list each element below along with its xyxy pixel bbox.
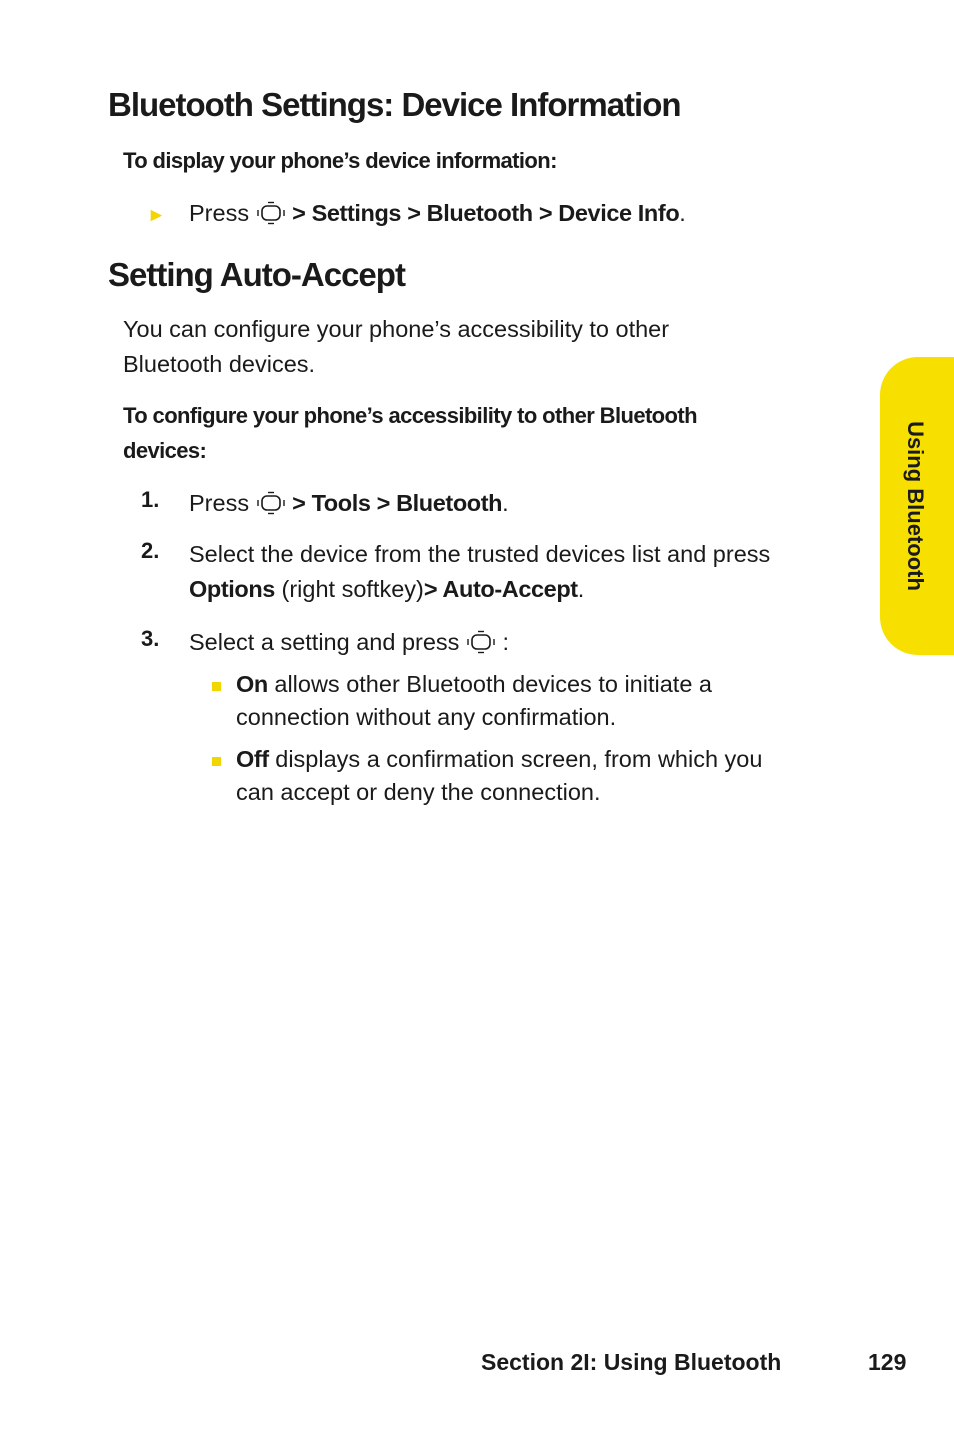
- step-number: 1.: [141, 487, 160, 512]
- lead-line: devices:: [123, 438, 207, 463]
- step-1: [189, 486, 509, 521]
- press-text: Press: [189, 490, 250, 516]
- bullet-text: allows other Bluetooth devices to initiate a: [267, 671, 712, 697]
- period: .: [502, 490, 509, 516]
- step-line: [189, 572, 770, 607]
- period: .: [679, 200, 686, 226]
- yellow-square-bullet-icon: [212, 682, 221, 691]
- step-device-info: [189, 196, 686, 231]
- bullet-on: [236, 668, 712, 734]
- bullet-line: connection without any confirmation.: [236, 704, 617, 730]
- softkey-note: (right softkey): [274, 576, 424, 602]
- footer-section-label: Section 2I: Using Bluetooth: [481, 1349, 782, 1375]
- menu-path: > Settings > Bluetooth > Device Info: [292, 200, 680, 226]
- options-softkey: Options: [189, 576, 275, 602]
- press-text: Press: [189, 200, 250, 226]
- step-3: [189, 625, 509, 660]
- step-2: [189, 537, 770, 607]
- intro-line: Bluetooth devices.: [123, 351, 316, 377]
- menu-ok-key-icon: [256, 201, 286, 225]
- menu-path: > Auto-Accept: [423, 576, 578, 602]
- intro-line: You can configure your phone’s accessibility to other: [123, 316, 670, 342]
- step-number: 2.: [141, 538, 160, 563]
- bullet-off: [236, 743, 762, 809]
- step-text: Select a setting and press: [189, 629, 460, 655]
- step-marker: [147, 196, 166, 233]
- lead-line: To configure your phone’s accessibility to other Bluetooth: [123, 403, 697, 428]
- menu-path: > Tools > Bluetooth: [292, 490, 503, 516]
- bullet-text: displays a confirmation screen, from which you: [268, 746, 763, 772]
- right-triangle-icon: ►: [147, 205, 166, 226]
- bullet-line: [236, 668, 712, 701]
- intro-paragraph: [123, 312, 669, 382]
- option-off: Off: [236, 746, 269, 772]
- instruction-lead-device-info: To display your phone’s device information:: [123, 148, 557, 173]
- menu-ok-key-icon: [466, 630, 496, 654]
- page-number: 129: [868, 1349, 907, 1375]
- colon: :: [502, 629, 510, 655]
- step-number: 3.: [141, 626, 160, 651]
- option-on: On: [236, 671, 268, 697]
- menu-ok-key-icon: [256, 491, 286, 515]
- bullet-line: [236, 743, 762, 776]
- step-line: Select the device from the trusted devices list and press: [189, 541, 771, 567]
- yellow-square-bullet-icon: [212, 757, 221, 766]
- side-tab-label: Using Bluetooth: [903, 421, 928, 591]
- period: .: [577, 576, 585, 602]
- bullet-line: can accept or deny the connection.: [236, 779, 601, 805]
- section-title-device-information: Bluetooth Settings: Device Information: [108, 86, 681, 123]
- section-title-auto-accept: Setting Auto-Accept: [108, 256, 405, 293]
- instruction-lead-auto-accept: [123, 398, 697, 468]
